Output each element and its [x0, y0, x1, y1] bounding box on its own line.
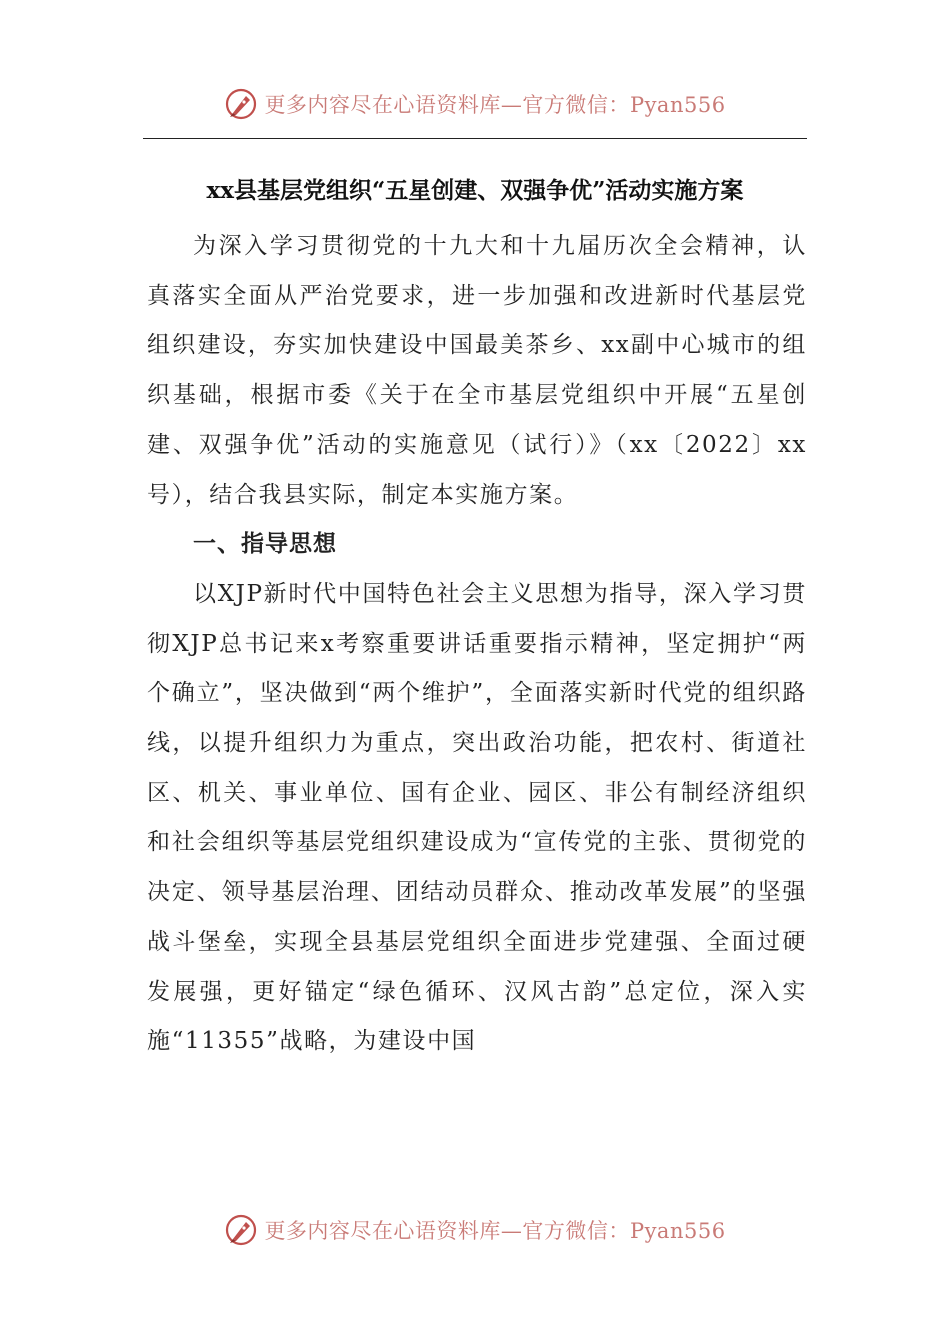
- pen-nib-logo-icon: [224, 1213, 258, 1247]
- guiding-ideology-paragraph: 以XJP新时代中国特色社会主义思想为指导，深入学习贯彻XJP总书记来x考察重要讲话重要指示精神，坚定拥护“两个确立”，坚决做到“两个维护”，全面落实新时代党的组织路线，以提升组织力为重点，突出政治功能，把农村、街道社区、机关、事业单位、国有企业、园区、非公有制经济组织和社会组织等基层党组织建设成为“宣传党的主张、贯彻党的决定、领导基层治理、团结动员群众、推动改革发展”的坚强战斗堡垒，实现全县基层党组织全面进步党建强、全面过硬发展强，更好锚定“绿色循环、汉风古韵”总定位，深入实施“11355”战略，为建设中国: [147, 580, 807, 1055]
- header-wechat-id: Pyan556: [629, 93, 726, 117]
- document-body: [147, 222, 807, 1067]
- section-heading-guiding-ideology: 一、指导思想: [193, 531, 337, 558]
- footer-banner-text: 更多内容尽在心语资料库—官方微信：Pyan556: [264, 1219, 726, 1243]
- footer-banner-content: [224, 1213, 725, 1247]
- header-banner-text: 更多内容尽在心语资料库—官方微信：Pyan556: [264, 93, 726, 117]
- intro-paragraph: 为深入学习贯彻党的十九大和十九届历次全会精神，认真落实全面从严治党要求，进一步加强和改进新时代基层党组织建设，夯实加快建设中国最美茶乡、xx副中心城市的组织基础，根据市委《关于在全市基层党组织中开展“五星创建、双强争优”活动的实施意见（试行）》（xx〔2022〕xx号），结合我县实际，制定本实施方案。: [147, 233, 807, 508]
- header-banner: [0, 84, 950, 124]
- header-divider: [143, 138, 807, 139]
- pen-nib-logo-icon: [224, 87, 258, 121]
- footer-wechat-id: Pyan556: [629, 1219, 726, 1243]
- header-banner-content: [224, 87, 725, 121]
- footer-banner: [0, 1210, 950, 1250]
- document-title: xx县基层党组织“五星创建、双强争优”活动实施方案: [206, 177, 744, 204]
